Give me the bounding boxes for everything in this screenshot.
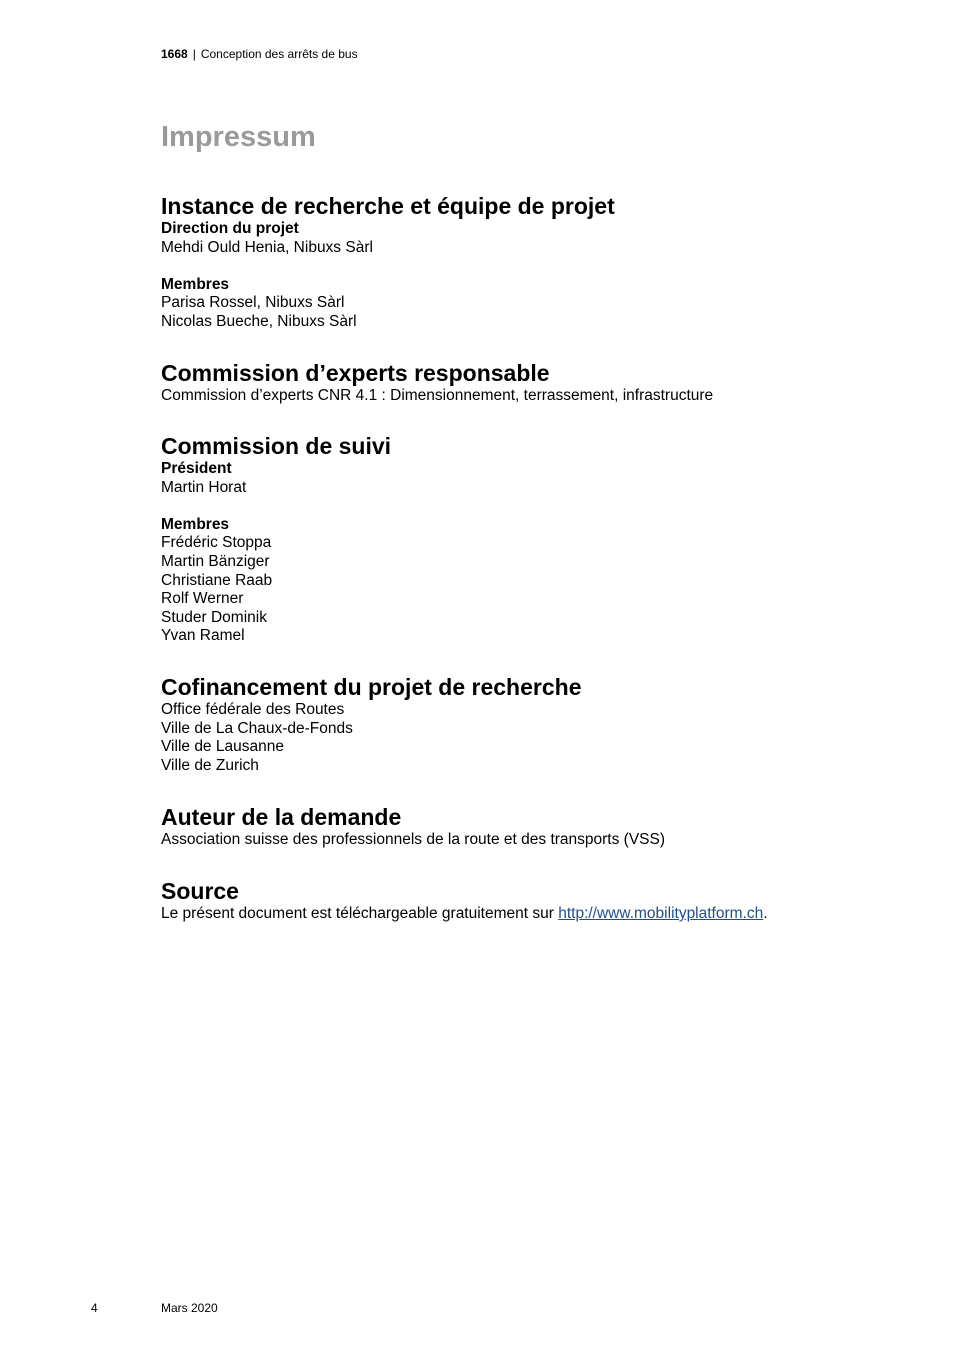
list-item: Studer Dominik bbox=[161, 608, 267, 626]
list-item: Parisa Rossel, Nibuxs Sàrl bbox=[161, 294, 345, 312]
section-heading: Instance de recherche et équipe de projet bbox=[161, 193, 615, 219]
page-number: 4 bbox=[91, 1301, 98, 1315]
list-item: Ville de La Chaux-de-Fonds bbox=[161, 719, 353, 737]
list-item: Martin Bänziger bbox=[161, 552, 270, 570]
list-item: Office fédérale des Routes bbox=[161, 701, 345, 718]
header-separator: | bbox=[192, 47, 196, 61]
footer-date: Mars 2020 bbox=[161, 1301, 218, 1315]
list-item: Rolf Werner bbox=[161, 590, 244, 608]
list-item: Ville de Zurich bbox=[161, 756, 259, 774]
page-title: Impressum bbox=[161, 121, 316, 153]
list-item: Nicolas Bueche, Nibuxs Sàrl bbox=[161, 312, 357, 330]
direction-label: Direction du projet bbox=[161, 220, 299, 237]
source-text bbox=[161, 905, 881, 924]
section-heading: Cofinancement du projet de recherche bbox=[161, 674, 582, 700]
section-heading: Source bbox=[161, 878, 239, 904]
section-research-team bbox=[161, 192, 881, 332]
members-label: Membres bbox=[161, 275, 230, 293]
mobilityplatform-link[interactable]: http://www.mobilityplatform.ch bbox=[558, 905, 764, 922]
section-heading: Auteur de la demande bbox=[161, 804, 402, 830]
source-text-before: Le présent document est téléchargeable gratuitement sur bbox=[161, 905, 559, 922]
list-item: Ville de Lausanne bbox=[161, 738, 284, 756]
section-expert-commission bbox=[161, 359, 881, 406]
list-item: Yvan Ramel bbox=[161, 627, 245, 645]
list-item: Frédéric Stoppa bbox=[161, 534, 272, 552]
list-item: Commission d’experts CNR 4.1 : Dimensionnement, terrassement, infrastructure bbox=[161, 387, 714, 404]
section-cofinancing bbox=[161, 673, 881, 775]
section-applicant bbox=[161, 803, 881, 850]
report-number: 1668 bbox=[161, 47, 188, 61]
source-text-after: . bbox=[763, 905, 768, 922]
members-label: Membres bbox=[161, 515, 230, 533]
section-heading: Commission de suivi bbox=[161, 433, 392, 459]
list-item: Martin Horat bbox=[161, 478, 247, 496]
list-item: Christiane Raab bbox=[161, 571, 273, 589]
report-title: Conception des arrêts de bus bbox=[200, 47, 358, 61]
list-item: Mehdi Ould Henia, Nibuxs Sàrl bbox=[161, 238, 373, 256]
list-item: Association suisse des professionnels de la route et des transports (VSS) bbox=[161, 831, 666, 848]
section-source bbox=[161, 877, 881, 924]
section-heading: Commission d’experts responsable bbox=[161, 360, 550, 386]
section-monitoring-commission bbox=[161, 432, 881, 646]
running-header bbox=[161, 46, 358, 62]
president-label: Président bbox=[161, 460, 232, 477]
